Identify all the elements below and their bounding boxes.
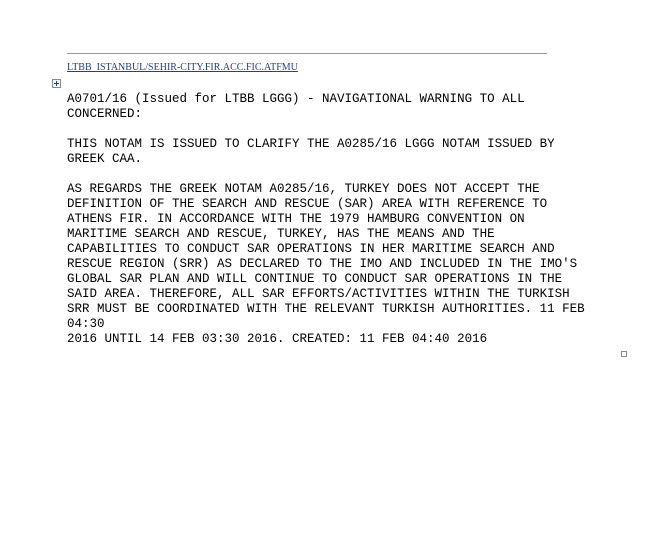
notam-paragraph-line: RESCUE REGION (SRR) AS DECLARED TO THE IMO AND INCLUDED IN THE IMO'S bbox=[67, 257, 578, 271]
notam-header-line: CONCERNED: bbox=[67, 107, 143, 121]
notam-paragraph-line: ATHENS FIR. IN ACCORDANCE WITH THE 1979 HAMBURG CONVENTION ON bbox=[67, 212, 525, 226]
notam-header-line: A0701/16 (Issued for LTBB LGGG) - NAVIGATIONAL WARNING TO ALL bbox=[67, 92, 525, 106]
notam-paragraph-line: 04:30 bbox=[67, 317, 105, 331]
notam-paragraph-line: SRR MUST BE COORDINATED WITH THE RELEVANT TURKISH AUTHORITIES. 11 FEB bbox=[67, 302, 585, 316]
notam-validity-line: 2016 UNTIL 14 FEB 03:30 2016. CREATED: 11 FEB 04:40 2016 bbox=[67, 332, 488, 346]
notam-paragraph-line: MARITIME SEARCH AND RESCUE, TURKEY, HAS THE MEANS AND THE bbox=[67, 227, 495, 241]
top-divider bbox=[67, 53, 547, 54]
notam-paragraph-line: SAID AREA. THEREFORE, ALL SAR EFFORTS/ACTIVITIES WITHIN THE TURKISH bbox=[67, 287, 570, 301]
notam-paragraph-line: CAPABILITIES TO CONDUCT SAR OPERATIONS IN HER MARITIME SEARCH AND bbox=[67, 242, 555, 256]
notam-paragraph-line: AS REGARDS THE GREEK NOTAM A0285/16, TURKEY DOES NOT ACCEPT THE bbox=[67, 182, 540, 196]
source-link[interactable]: LTBB ISTANBUL/SEHIR-CITY.FIR.ACC.FIC.ATFMU bbox=[67, 62, 298, 73]
notam-paragraph-line: GREEK CAA. bbox=[67, 152, 143, 166]
notam-paragraph-line: GLOBAL SAR PLAN AND WILL CONTINUE TO CONDUCT SAR OPERATIONS IN THE bbox=[67, 272, 563, 286]
notam-paragraph-line: DEFINITION OF THE SEARCH AND RESCUE (SAR) AREA WITH REFERENCE TO bbox=[67, 197, 548, 211]
square-outline-icon bbox=[621, 351, 627, 357]
notam-paragraph-line: THIS NOTAM IS ISSUED TO CLARIFY THE A0285/16 LGGG NOTAM ISSUED BY bbox=[67, 137, 555, 151]
notam-text bbox=[67, 92, 637, 347]
expand-icon[interactable] bbox=[52, 79, 61, 88]
